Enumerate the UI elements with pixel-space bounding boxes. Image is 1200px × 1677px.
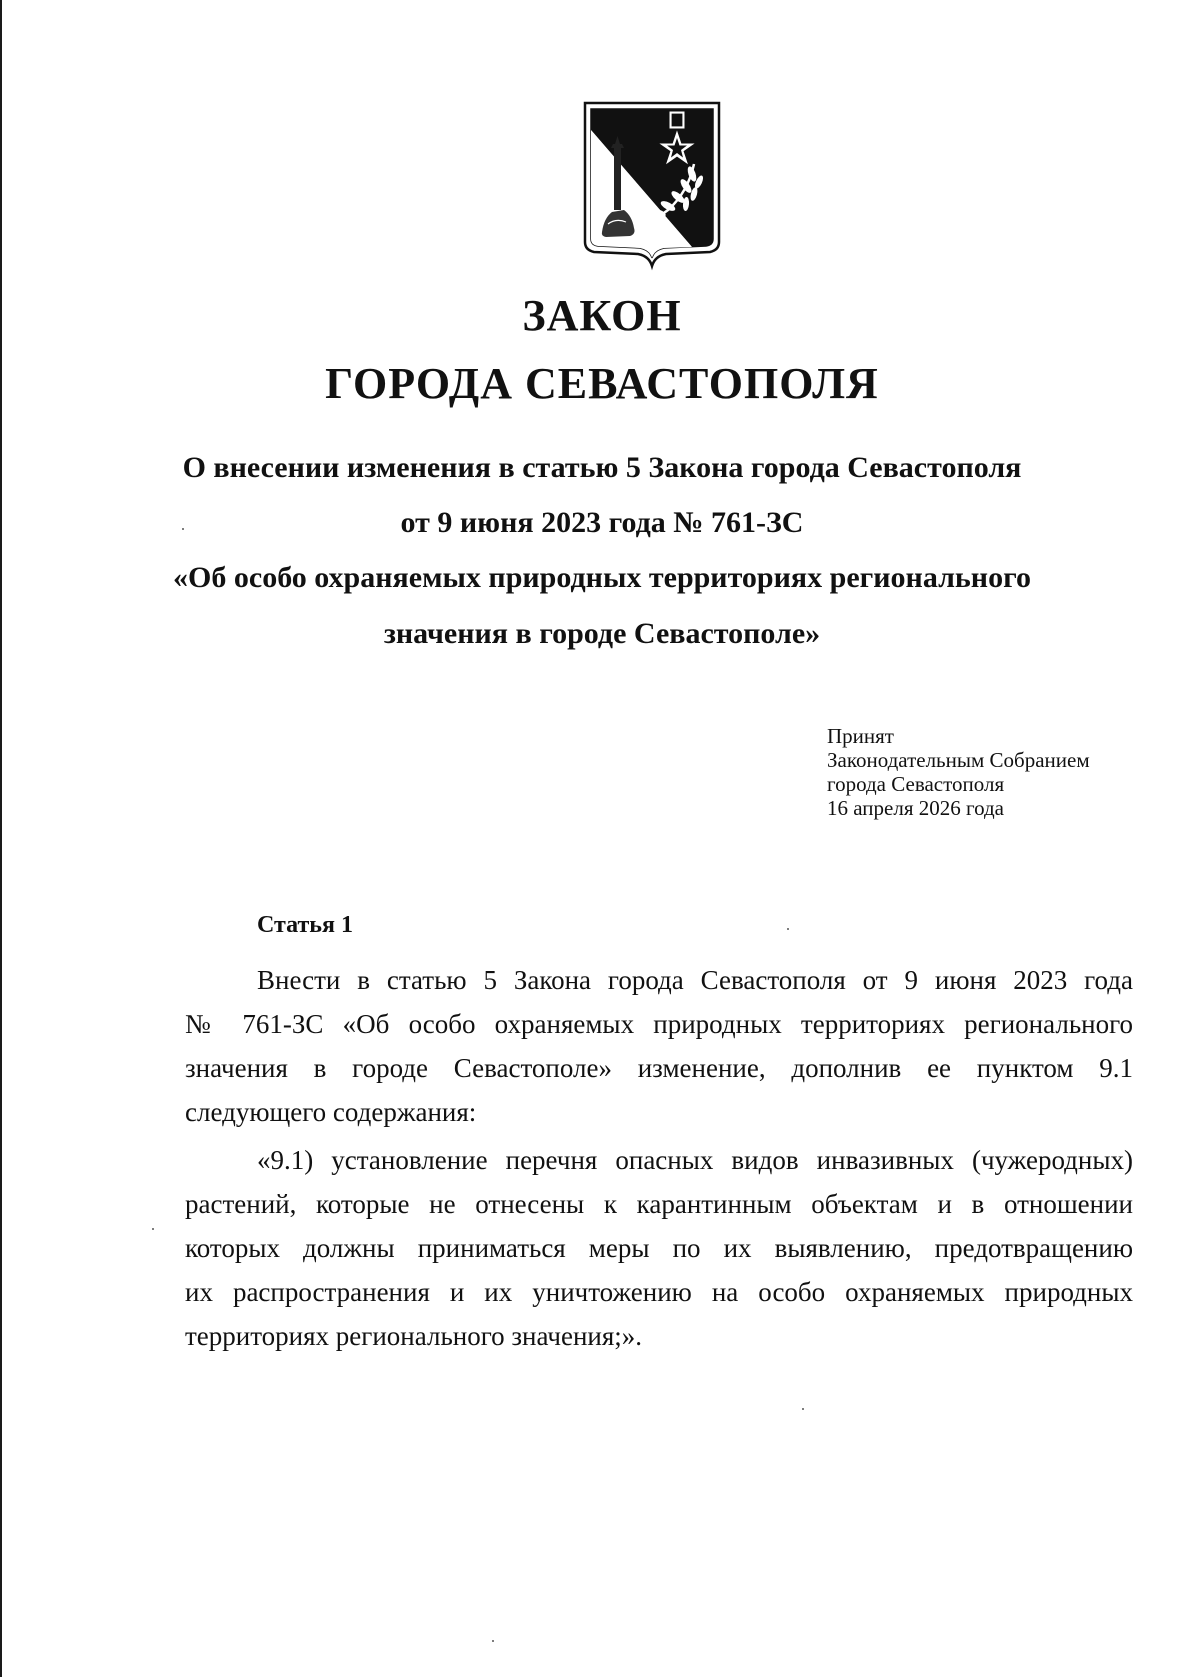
paragraph-line: «9.1) установление перечня опасных видов инвазивных (чужеродных) — [257, 1145, 1133, 1175]
document-type-title: ЗАКОН — [522, 291, 682, 340]
sevastopol-coat-of-arms-emblem — [582, 100, 722, 275]
subtitle-line: значения в городе Севастополе» — [383, 617, 821, 650]
article-heading: Статья 1 — [257, 912, 353, 938]
adoption-line: Законодательным Собранием — [827, 748, 1090, 772]
paragraph-line: значения в городе Севастополе» изменение, дополнив ее пунктом 9.1 — [185, 1053, 1133, 1083]
scan-speck — [802, 1408, 804, 1410]
paragraph-line: которых должны приниматься меры по их выявлению, предотвращению — [185, 1233, 1133, 1263]
document-city-title: ГОРОДА СЕВАСТОПОЛЯ — [325, 359, 879, 408]
subtitle-line: О внесении изменения в статью 5 Закона города Севастополя — [182, 451, 1022, 484]
adoption-note — [827, 724, 1090, 820]
subtitle-line: от 9 июня 2023 года № 761-ЗС — [400, 506, 804, 539]
paragraph-line: растений, которые не отнесены к карантинным объектам и в отношении — [185, 1189, 1133, 1219]
paragraph-line: их распространения и их уничтожению на особо охраняемых природных — [185, 1277, 1133, 1307]
paragraph-line: следующего содержания: — [185, 1097, 477, 1127]
scan-speck — [152, 1228, 154, 1230]
scan-speck — [492, 1640, 494, 1642]
article-paragraph-2 — [185, 1138, 1133, 1358]
adoption-line: города Севастополя — [827, 772, 1005, 796]
paragraph-line: Внести в статью 5 Закона города Севастополя от 9 июня 2023 года — [257, 965, 1133, 995]
adoption-line: 16 апреля 2026 года — [827, 796, 1004, 820]
paragraph-line: № 761-ЗС «Об особо охраняемых природных территориях регионального — [185, 1009, 1133, 1039]
adoption-line: Принят — [827, 724, 894, 748]
paragraph-line: территориях регионального значения;». — [185, 1321, 643, 1351]
article-paragraph-1 — [185, 958, 1133, 1134]
scan-speck — [787, 928, 789, 930]
subtitle-line: «Об особо охраняемых природных территориях регионального — [173, 561, 1031, 594]
